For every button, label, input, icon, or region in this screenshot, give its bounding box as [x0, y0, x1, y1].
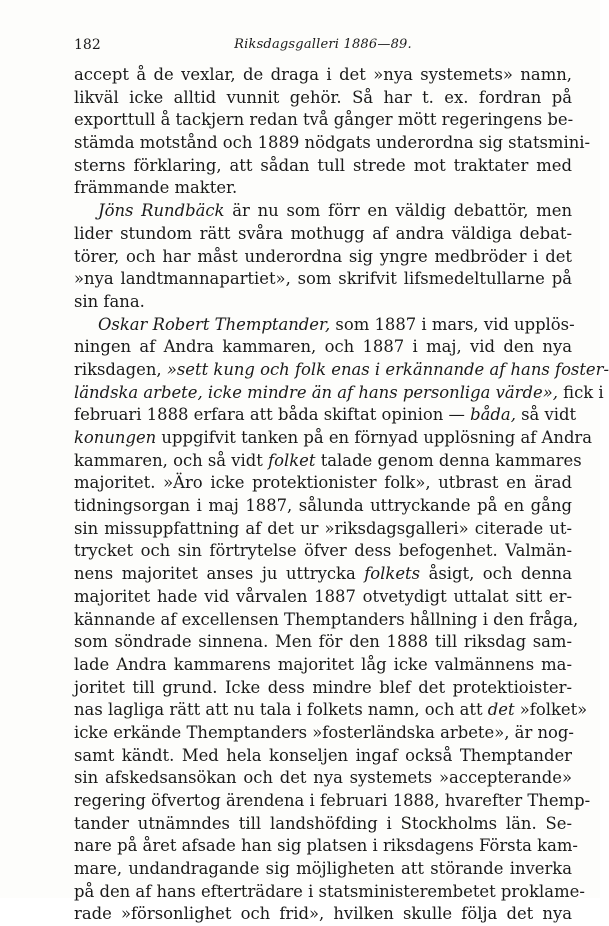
- text-segment: på den af hans efterträdare i statsministerembetet proklame-: [74, 881, 585, 901]
- text-line: [74, 903, 572, 926]
- text-segment: tander utnämndes till landshöfding i Stockholms län. Se-: [74, 813, 572, 833]
- text-line: [74, 677, 572, 700]
- italic-text: Oskar Robert Themptander,: [98, 314, 331, 334]
- text-line: [74, 427, 593, 450]
- text-line: [74, 495, 572, 518]
- text-segment: accept å de vexlar, de draga i det »nya systemets» namn,: [74, 65, 572, 84]
- text-line: [74, 109, 572, 132]
- text-line: [74, 518, 572, 541]
- text-segment: så vidt: [515, 405, 577, 425]
- text-segment: samt kändt. Med hela konseljen ingaf också Themptander: [74, 745, 572, 765]
- text-segment: är nu som förr en väldig debattör, men: [224, 201, 572, 221]
- text-line: [74, 246, 572, 269]
- italic-text: Jöns Rundbäck: [98, 201, 225, 221]
- running-title: Riksdagsgalleri 1886—89.: [234, 37, 412, 52]
- text-segment: regering öfvertog ärendena i februari 1888, hvarefter Themp-: [74, 791, 591, 810]
- text-segment: fick i: [557, 382, 604, 402]
- text-segment: »folket»: [514, 700, 588, 720]
- page-header: [74, 37, 572, 57]
- text-line: [74, 200, 572, 223]
- text-line: [74, 291, 572, 314]
- italic-text: ländska arbete, icke mindre än af hans personliga värde»,: [74, 382, 558, 402]
- text-line: [74, 359, 609, 382]
- text-segment: sin missuppfattning af det ur »riksdagsgalleri» citerade ut-: [74, 518, 572, 538]
- text-segment: likväl icke alltid vunnit gehör. Så har t. ex. fordran på: [74, 87, 572, 107]
- text-line: [74, 881, 585, 904]
- text-segment: mare, undandragande sig möjligheten att störande inverka: [74, 859, 572, 879]
- text-line: [74, 177, 572, 200]
- text-segment: nas lagliga rätt att nu tala i folkets namn, och att: [74, 700, 488, 720]
- text-segment: majoritet. »Äro icke protektionister folk», utbrast en ärad: [74, 473, 572, 493]
- text-line: [74, 745, 572, 768]
- text-line: [74, 472, 572, 495]
- text-line: [74, 563, 572, 586]
- text-segment: majoritet hade vid vårvalen 1887 otvetydigt uttalat sitt er-: [74, 586, 572, 606]
- text-line: [74, 835, 578, 858]
- text-line: [74, 699, 588, 722]
- text-line: [74, 631, 572, 654]
- text-line: [74, 586, 572, 609]
- italic-text: folkets: [364, 564, 421, 584]
- text-segment: icke erkände Themptanders »fosterländska arbete», är nog-: [74, 722, 574, 742]
- text-segment: främmande makter.: [74, 178, 238, 198]
- text-segment: törer, och har måst underordna sig yngre medbröder i det: [74, 246, 572, 266]
- italic-text: båda,: [470, 405, 516, 425]
- text-segment: rade »försonlighet och frid», hvilken skulle följa det nya: [74, 904, 572, 924]
- text-segment: kännande af excellensen Themptanders hållning i den fråga,: [74, 609, 579, 629]
- text-line: [74, 609, 579, 632]
- text-segment: kammaren, och så vidt: [74, 450, 269, 470]
- text-segment: åsigt, och denna: [420, 564, 572, 584]
- text-segment: exporttull å tackjern redan två gånger mött regeringens be-: [74, 110, 574, 130]
- text-segment: »nya landtmannapartiet», som skrifvit lifsmedeltullarne på: [74, 269, 572, 289]
- text-segment: sin afskedsansökan och det nya systemets »accepterande»: [74, 768, 572, 788]
- text-line: [74, 223, 572, 246]
- text-segment: talade genom denna kammares: [315, 450, 582, 470]
- text-line: [74, 404, 577, 427]
- page-number: 182: [74, 37, 101, 53]
- text-line: [74, 155, 572, 178]
- text-line: [74, 64, 572, 87]
- text-segment: stämda motstånd och 1889 nödgats underordna sig statsmini-: [74, 133, 591, 153]
- text-segment: trycket och sin förtrytelse öfver dess befogenhet. Valmän-: [74, 541, 572, 561]
- text-segment: joritet till grund. Icke dess mindre blef det protektioister-: [74, 677, 572, 697]
- text-line: [74, 790, 591, 813]
- text-line: [74, 268, 572, 291]
- text-line: [74, 767, 572, 790]
- text-segment: sterns förklaring, att sådan tull strede mot traktater med: [74, 155, 572, 175]
- italic-text: »sett kung och folk enas i erkännande af hans foster-: [166, 359, 609, 379]
- italic-text: det: [487, 700, 515, 720]
- text-line: [74, 87, 572, 110]
- text-line: [74, 813, 572, 836]
- body-text: [74, 64, 609, 926]
- text-line: [74, 540, 572, 563]
- text-segment: som söndrade sinnena. Men för den 1888 till riksdag sam-: [74, 632, 572, 652]
- italic-text: konungen: [74, 428, 157, 447]
- text-segment: februari 1888 erfara att båda skiftat opinion —: [74, 405, 471, 425]
- text-segment: sin fana.: [74, 291, 145, 311]
- text-segment: som 1887 i mars, vid upplös-: [330, 314, 575, 334]
- text-segment: ningen af Andra kammaren, och 1887 i maj, vid den nya: [74, 337, 572, 357]
- text-segment: nare på året afsade han sig platsen i riksdagens Första kam-: [74, 836, 578, 856]
- text-segment: riksdagen,: [74, 359, 167, 379]
- text-line: [74, 450, 582, 473]
- text-line: [74, 722, 572, 745]
- text-line: [74, 382, 604, 405]
- text-line: [74, 654, 572, 677]
- text-segment: lade Andra kammarens majoritet låg icke valmännens ma-: [74, 654, 572, 674]
- text-line: [74, 336, 572, 359]
- text-segment: uppgifvit tanken på en förnyad upplösning af Andra: [156, 428, 593, 447]
- text-line: [74, 858, 572, 881]
- text-line: [74, 132, 591, 155]
- text-segment: tidningsorgan i maj 1887, sålunda uttryckande på en gång: [74, 496, 572, 516]
- italic-text: folket: [268, 450, 316, 470]
- text-line: [74, 314, 575, 337]
- text-segment: nens majoritet anses ju uttrycka: [74, 564, 365, 584]
- text-segment: lider stundom rätt svåra mothugg af andra väldiga debat-: [74, 223, 572, 243]
